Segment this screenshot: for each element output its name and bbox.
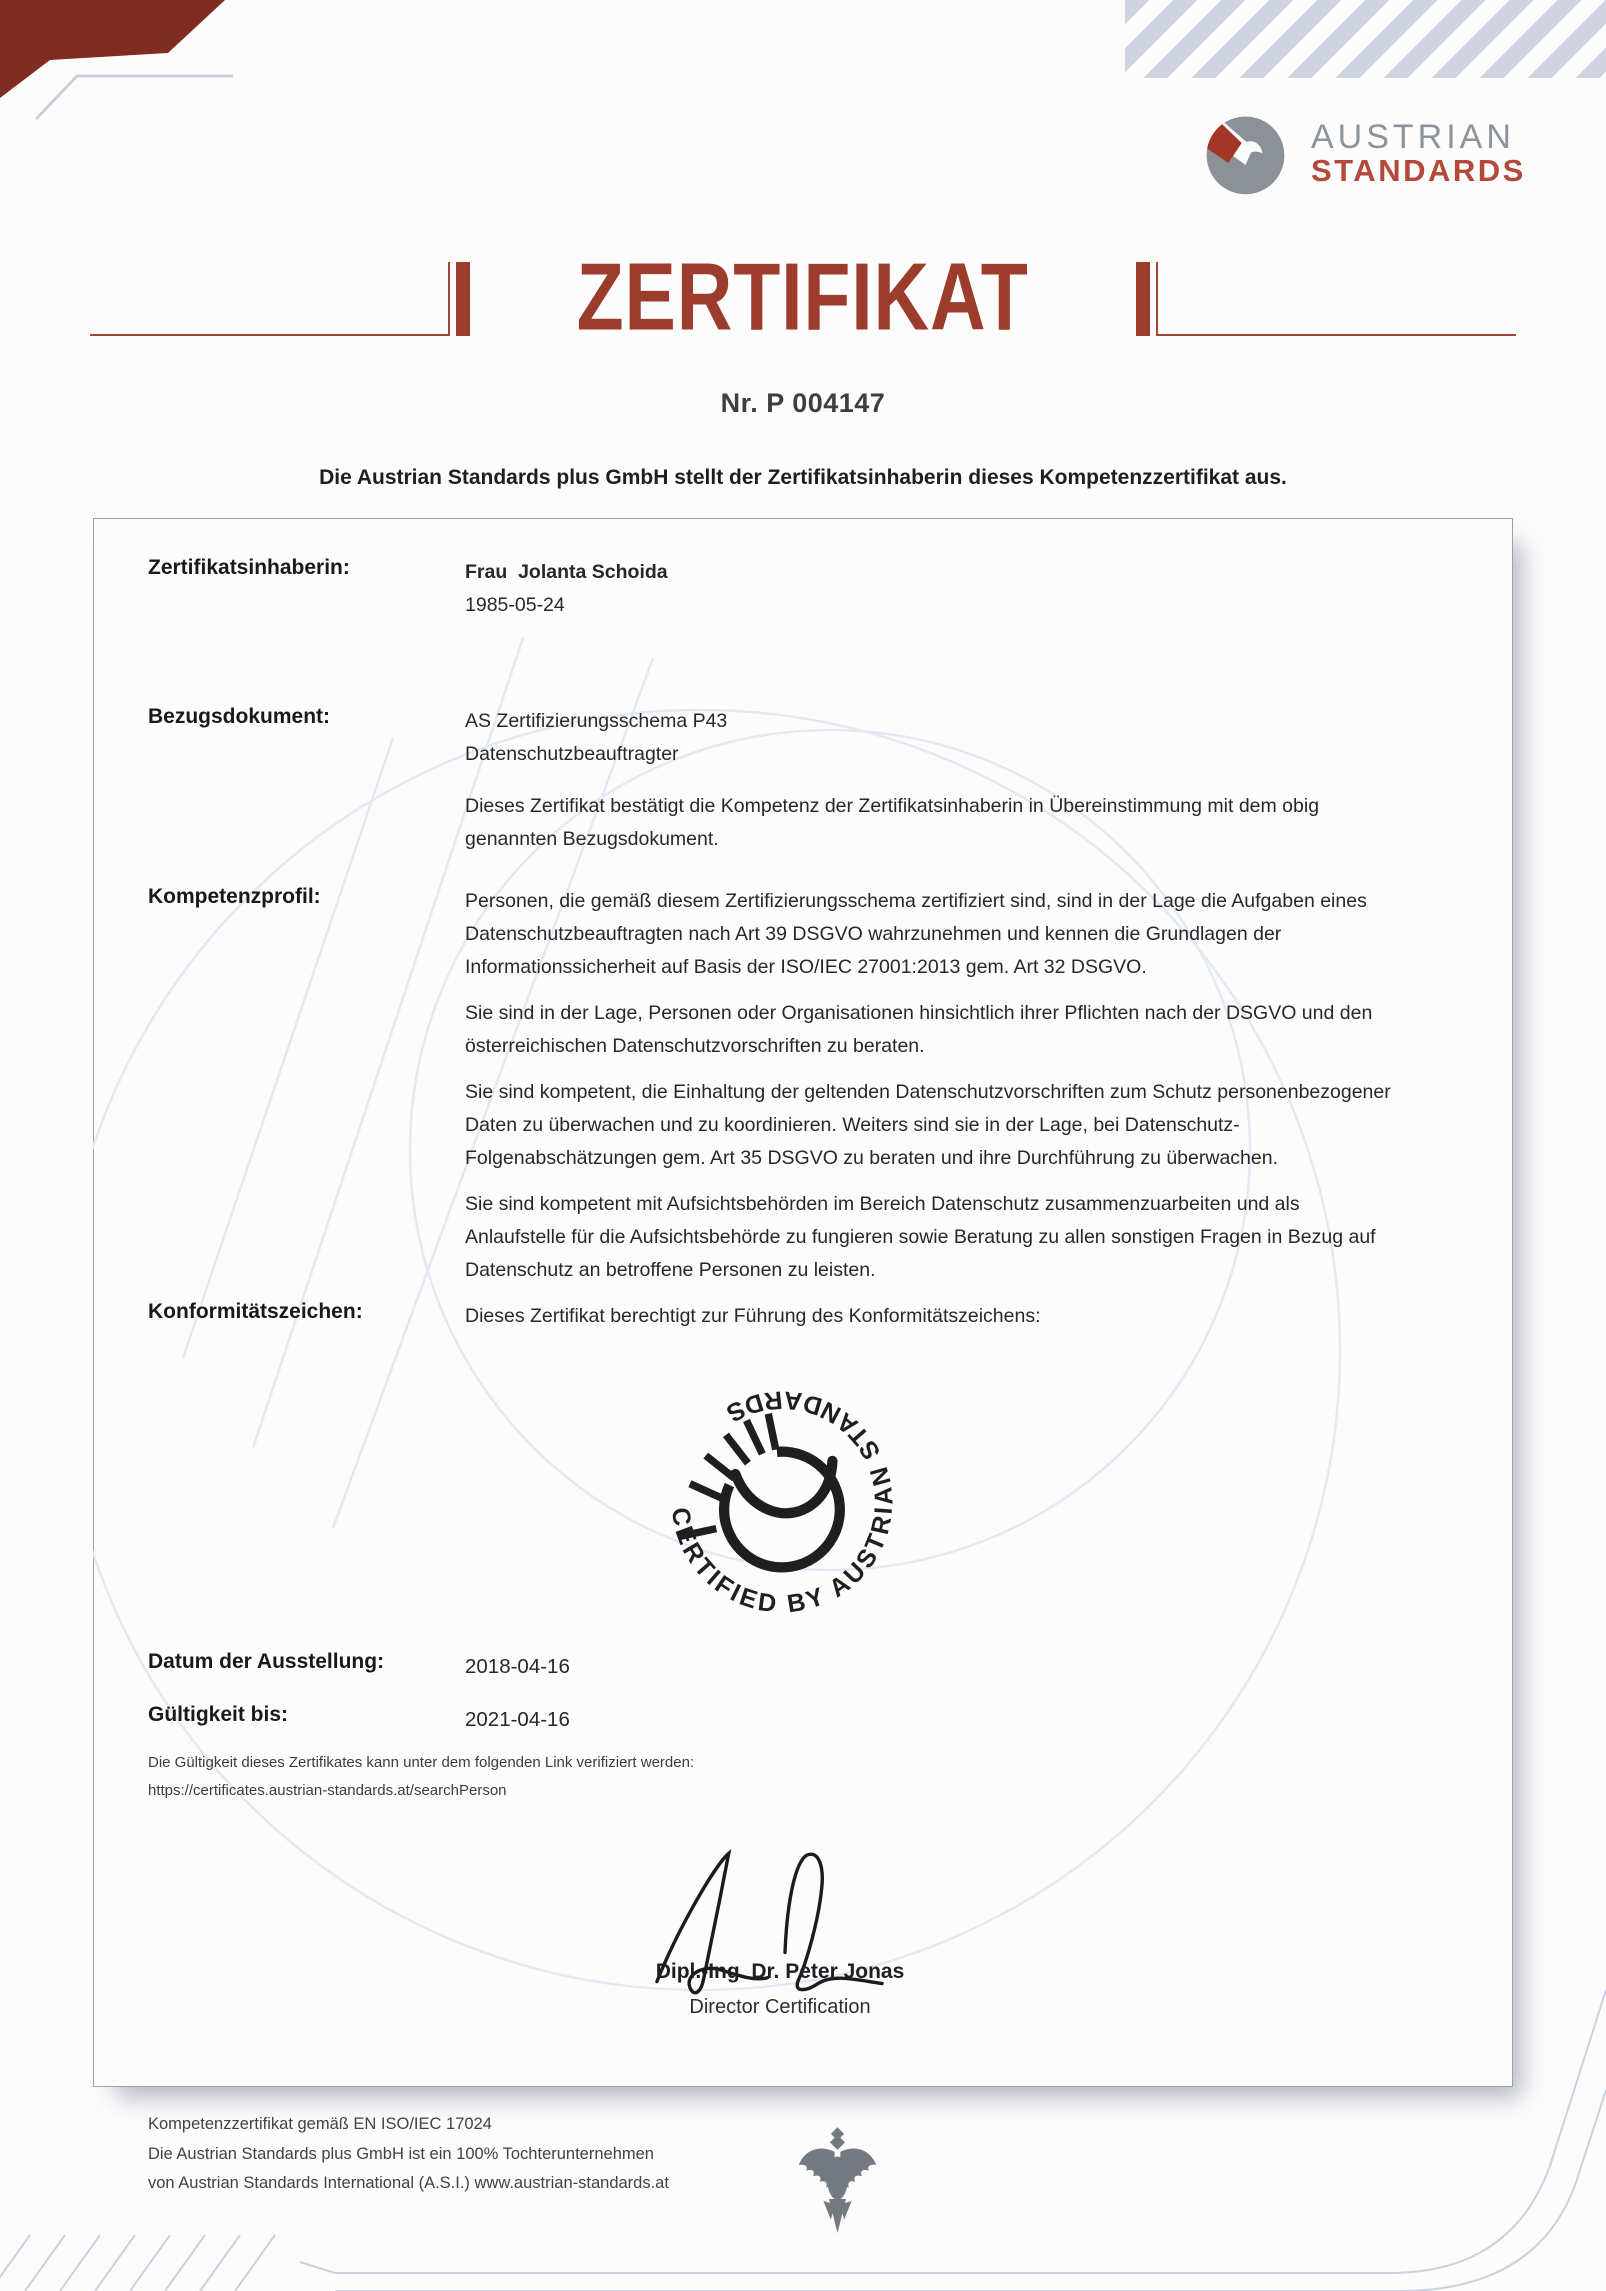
austrian-standards-logo	[1198, 106, 1526, 201]
svg-text:CERTIFIED BY AUSTRIAN STANDARD	[666, 1385, 899, 1618]
logo-circle-icon	[1198, 106, 1293, 201]
corner-decoration	[0, 0, 300, 140]
conformity-text: Dieses Zertifikat berechtigt zur Führung des Konformitätszeichens:	[465, 1305, 1041, 1327]
issue-date-label: Datum der Ausstellung:	[148, 1650, 385, 1673]
certified-by-austrian-standards-seal	[642, 1362, 922, 1642]
signatory-name: Dipl.-Ing. Dr. Peter Jonas	[655, 1960, 905, 1983]
conformity-label: Konformitätszeichen:	[148, 1300, 363, 1323]
title-left-line	[90, 334, 448, 336]
competence-paragraph: Sie sind kompetent, die Einhaltung der geltenden Datenschutzvorschriften zum Schutz personenbezogener Daten zu überwachen und zu koordinieren. Weiters sind sie in der Lage, bei Datenschutz-Folgenabschätzungen gem. Art 35 DSGVO zu beraten und ihre Durchführung zu überwachen.	[465, 1081, 1391, 1169]
brand-word-standards: STANDARDS	[1311, 153, 1526, 189]
holder-block	[465, 556, 1400, 622]
title-left-bar	[456, 262, 470, 336]
title-left-tick	[448, 262, 450, 336]
validity-value: 2021-04-16	[465, 1708, 570, 1731]
reference-block	[465, 705, 1400, 771]
reference-confirmation: Dieses Zertifikat bestätigt die Kompetenz der Zertifikatsinhaberin in Übereinstimmung mit dem obig genannten Bezugsdokument.	[465, 795, 1320, 850]
title-row	[0, 242, 1606, 351]
competence-paragraph: Sie sind kompetent mit Aufsichtsbehörden im Bereich Datenschutz zusammenzuarbeiten und als Anlaufstelle für die Aufsichtsbehörde zu fungieren sowie Beratung zu allen sonstigen Fragen in Bezug auf Datenschutz an betroffene Personen zu leisten.	[465, 1193, 1376, 1281]
validity-label: Gültigkeit bis:	[148, 1703, 289, 1726]
intro-statement: Die Austrian Standards plus GmbH stellt der Zertifikatsinhaberin dieses Kompetenzzertifikat aus.	[319, 466, 1287, 489]
title-right-tick	[1156, 262, 1158, 336]
footer-company: Die Austrian Standards plus GmbH ist ein 100% Tochterunternehmen	[148, 2144, 654, 2163]
reference-label: Bezugsdokument:	[148, 705, 331, 728]
verification-note	[148, 1749, 694, 1805]
stripe-band-decoration	[1125, 0, 1606, 78]
footer-standard: Kompetenzzertifikat gemäß EN ISO/IEC 17024	[148, 2115, 492, 2133]
verification-text: Die Gültigkeit dieses Zertifikates kann unter dem folgenden Link verifiziert werden:	[148, 1754, 695, 1771]
competence-label: Kompetenzprofil:	[148, 885, 321, 908]
holder-label: Zertifikatsinhaberin:	[148, 556, 350, 579]
issue-date-value: 2018-04-16	[465, 1655, 570, 1678]
title-right-bar	[1136, 262, 1150, 336]
holder-name: Frau Jolanta Schoida	[465, 561, 668, 583]
title-right-line	[1156, 334, 1516, 336]
verification-url: https://certificates.austrian-standards.at/searchPerson	[148, 1782, 507, 1799]
certificate-number: Nr. P 004147	[720, 388, 886, 418]
holder-birthdate: 1985-05-24	[465, 594, 565, 616]
competence-paragraphs	[465, 885, 1400, 1300]
competence-paragraph: Sie sind in der Lage, Personen oder Organisationen hinsichtlich ihrer Pflichten nach der DSGVO und den österreichischen Datenschutzvorschriften zu beraten.	[465, 1002, 1373, 1057]
brand-word-austrian: AUSTRIAN	[1311, 118, 1515, 157]
signatory-title: Director Certification	[689, 1996, 871, 2018]
footer-parent: von Austrian Standards International (A.S.I.) www.austrian-standards.at	[148, 2174, 669, 2192]
austrian-eagle-emblem	[795, 2122, 880, 2242]
document-title: ZERTIFIKAT	[576, 242, 1030, 351]
competence-paragraph: Personen, die gemäß diesem Zertifizierungsschema zertifiziert sind, sind in der Lage die Aufgaben eines Datenschutzbeauftragten nach Art 39 DSGVO wahrzunehmen und kennen die Grundlagen der Informationssicherheit auf Basis der ISO/IEC 27001:2013 gem. Art 32 DSGVO.	[465, 890, 1367, 978]
seal-caption: CERTIFIED BY AUSTRIAN STANDARDS	[665, 1385, 899, 1619]
footer-note	[148, 2110, 669, 2199]
reference-role: Datenschutzbeauftragter	[465, 743, 679, 765]
reference-scheme: AS Zertifizierungsschema P43	[465, 710, 728, 732]
